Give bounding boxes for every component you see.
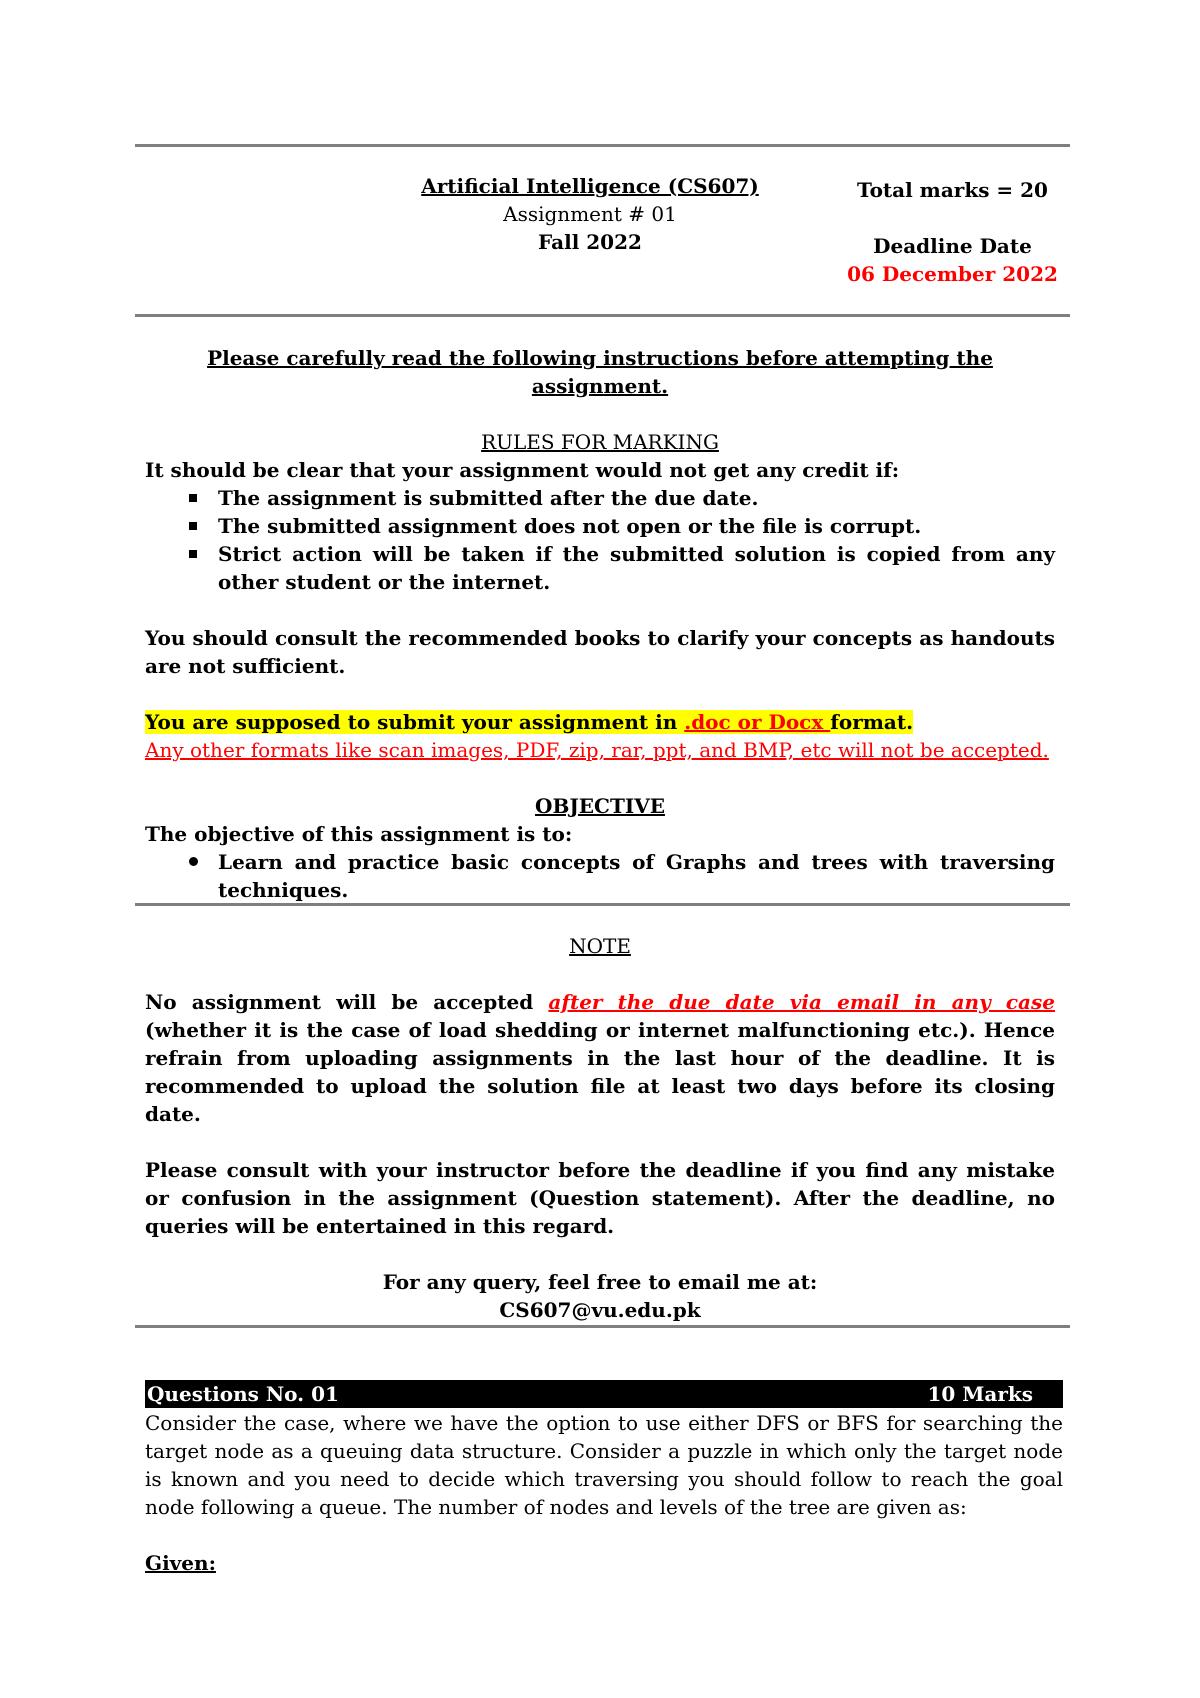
question-body	[145, 1409, 1063, 1577]
rules-heading: RULES FOR MARKING	[481, 430, 719, 454]
list-item: The assignment is submitted after the due date.	[145, 484, 1055, 512]
other-formats-warning: Any other formats like scan images, PDF, zip, rar, ppt, and BMP, etc will not be accepted.	[145, 738, 1049, 762]
format-extensions: .doc or Docx	[684, 710, 831, 734]
deadline-label: Deadline Date	[873, 234, 1032, 258]
question-marks: 10 Marks	[927, 1382, 1033, 1406]
header-rule	[135, 314, 1070, 317]
round-bullet-icon	[183, 848, 203, 876]
objective-rule	[135, 903, 1070, 906]
square-bullet-icon	[183, 484, 203, 512]
note-paragraph-2: Please consult with your instructor before the deadline if you find any mistake or confusion in the assignment (Question statement). After the deadline, no queries will be entertained in this regard.	[145, 1158, 1055, 1238]
objective-intro: The objective of this assignment is to:	[145, 822, 573, 846]
query-line: For any query, feel free to email me at:	[382, 1270, 818, 1294]
term: Fall 2022	[538, 230, 642, 254]
square-bullet-icon	[183, 540, 203, 568]
instructions-heading: Please carefully read the following instructions before attempting the assignment.	[207, 346, 993, 398]
question-text: Consider the case, where we have the option to use either DFS or BFS for searching the target node as a queuing data structure. Consider a puzzle in which only the target node is known and you need to decide which traversing you should follow to reach the goal node following a queue. The number of nodes and levels of the tree are given as:	[145, 1411, 1063, 1519]
document-page	[135, 0, 1070, 1698]
rules-intro: It should be clear that your assignment would not get any credit if:	[145, 458, 900, 482]
top-rule	[135, 144, 1070, 147]
course-title: Artificial Intelligence (CS607)	[421, 174, 759, 198]
question-header-bar	[145, 1380, 1063, 1408]
rules-list	[145, 484, 1055, 596]
deadline-date: 06 December 2022	[847, 262, 1058, 286]
list-item: Learn and practice basic concepts of Graphs and trees with traversing techniques.	[145, 848, 1055, 904]
total-marks: Total marks = 20	[857, 178, 1048, 202]
note-rule	[135, 1325, 1070, 1328]
instructions-section	[145, 344, 1055, 904]
square-bullet-icon	[183, 512, 203, 540]
note-emphasis: after the due date via email in any case	[548, 990, 1055, 1014]
contact-email[interactable]: CS607@vu.edu.pk	[499, 1298, 701, 1322]
note-paragraph-1: No assignment will be accepted after the due date via email in any case (whether it is the case of load shedding or internet malfunctioning etc.). Hence refrain from uploading assignments in the last hour of the deadline. It is recommended to upload the solution file at least two days before its closing date.	[145, 990, 1055, 1126]
note-section	[145, 932, 1055, 1324]
list-item: The submitted assignment does not open or the file is corrupt.	[145, 512, 1055, 540]
objective-heading: OBJECTIVE	[535, 794, 665, 818]
question-title: Questions No. 01	[147, 1382, 339, 1406]
note-heading: NOTE	[569, 934, 631, 958]
objective-list	[145, 848, 1055, 904]
assignment-number: Assignment # 01	[503, 202, 677, 226]
header-center	[350, 172, 830, 256]
consult-books: You should consult the recommended books to clarify your concepts as handouts are not sufficient.	[145, 626, 1055, 678]
given-label: Given:	[145, 1551, 216, 1575]
header-right	[835, 176, 1070, 288]
format-requirement: You are supposed to submit your assignment in .doc or Docx format.	[145, 710, 914, 734]
list-item: Strict action will be taken if the submitted solution is copied from any other student or the internet.	[145, 540, 1055, 596]
